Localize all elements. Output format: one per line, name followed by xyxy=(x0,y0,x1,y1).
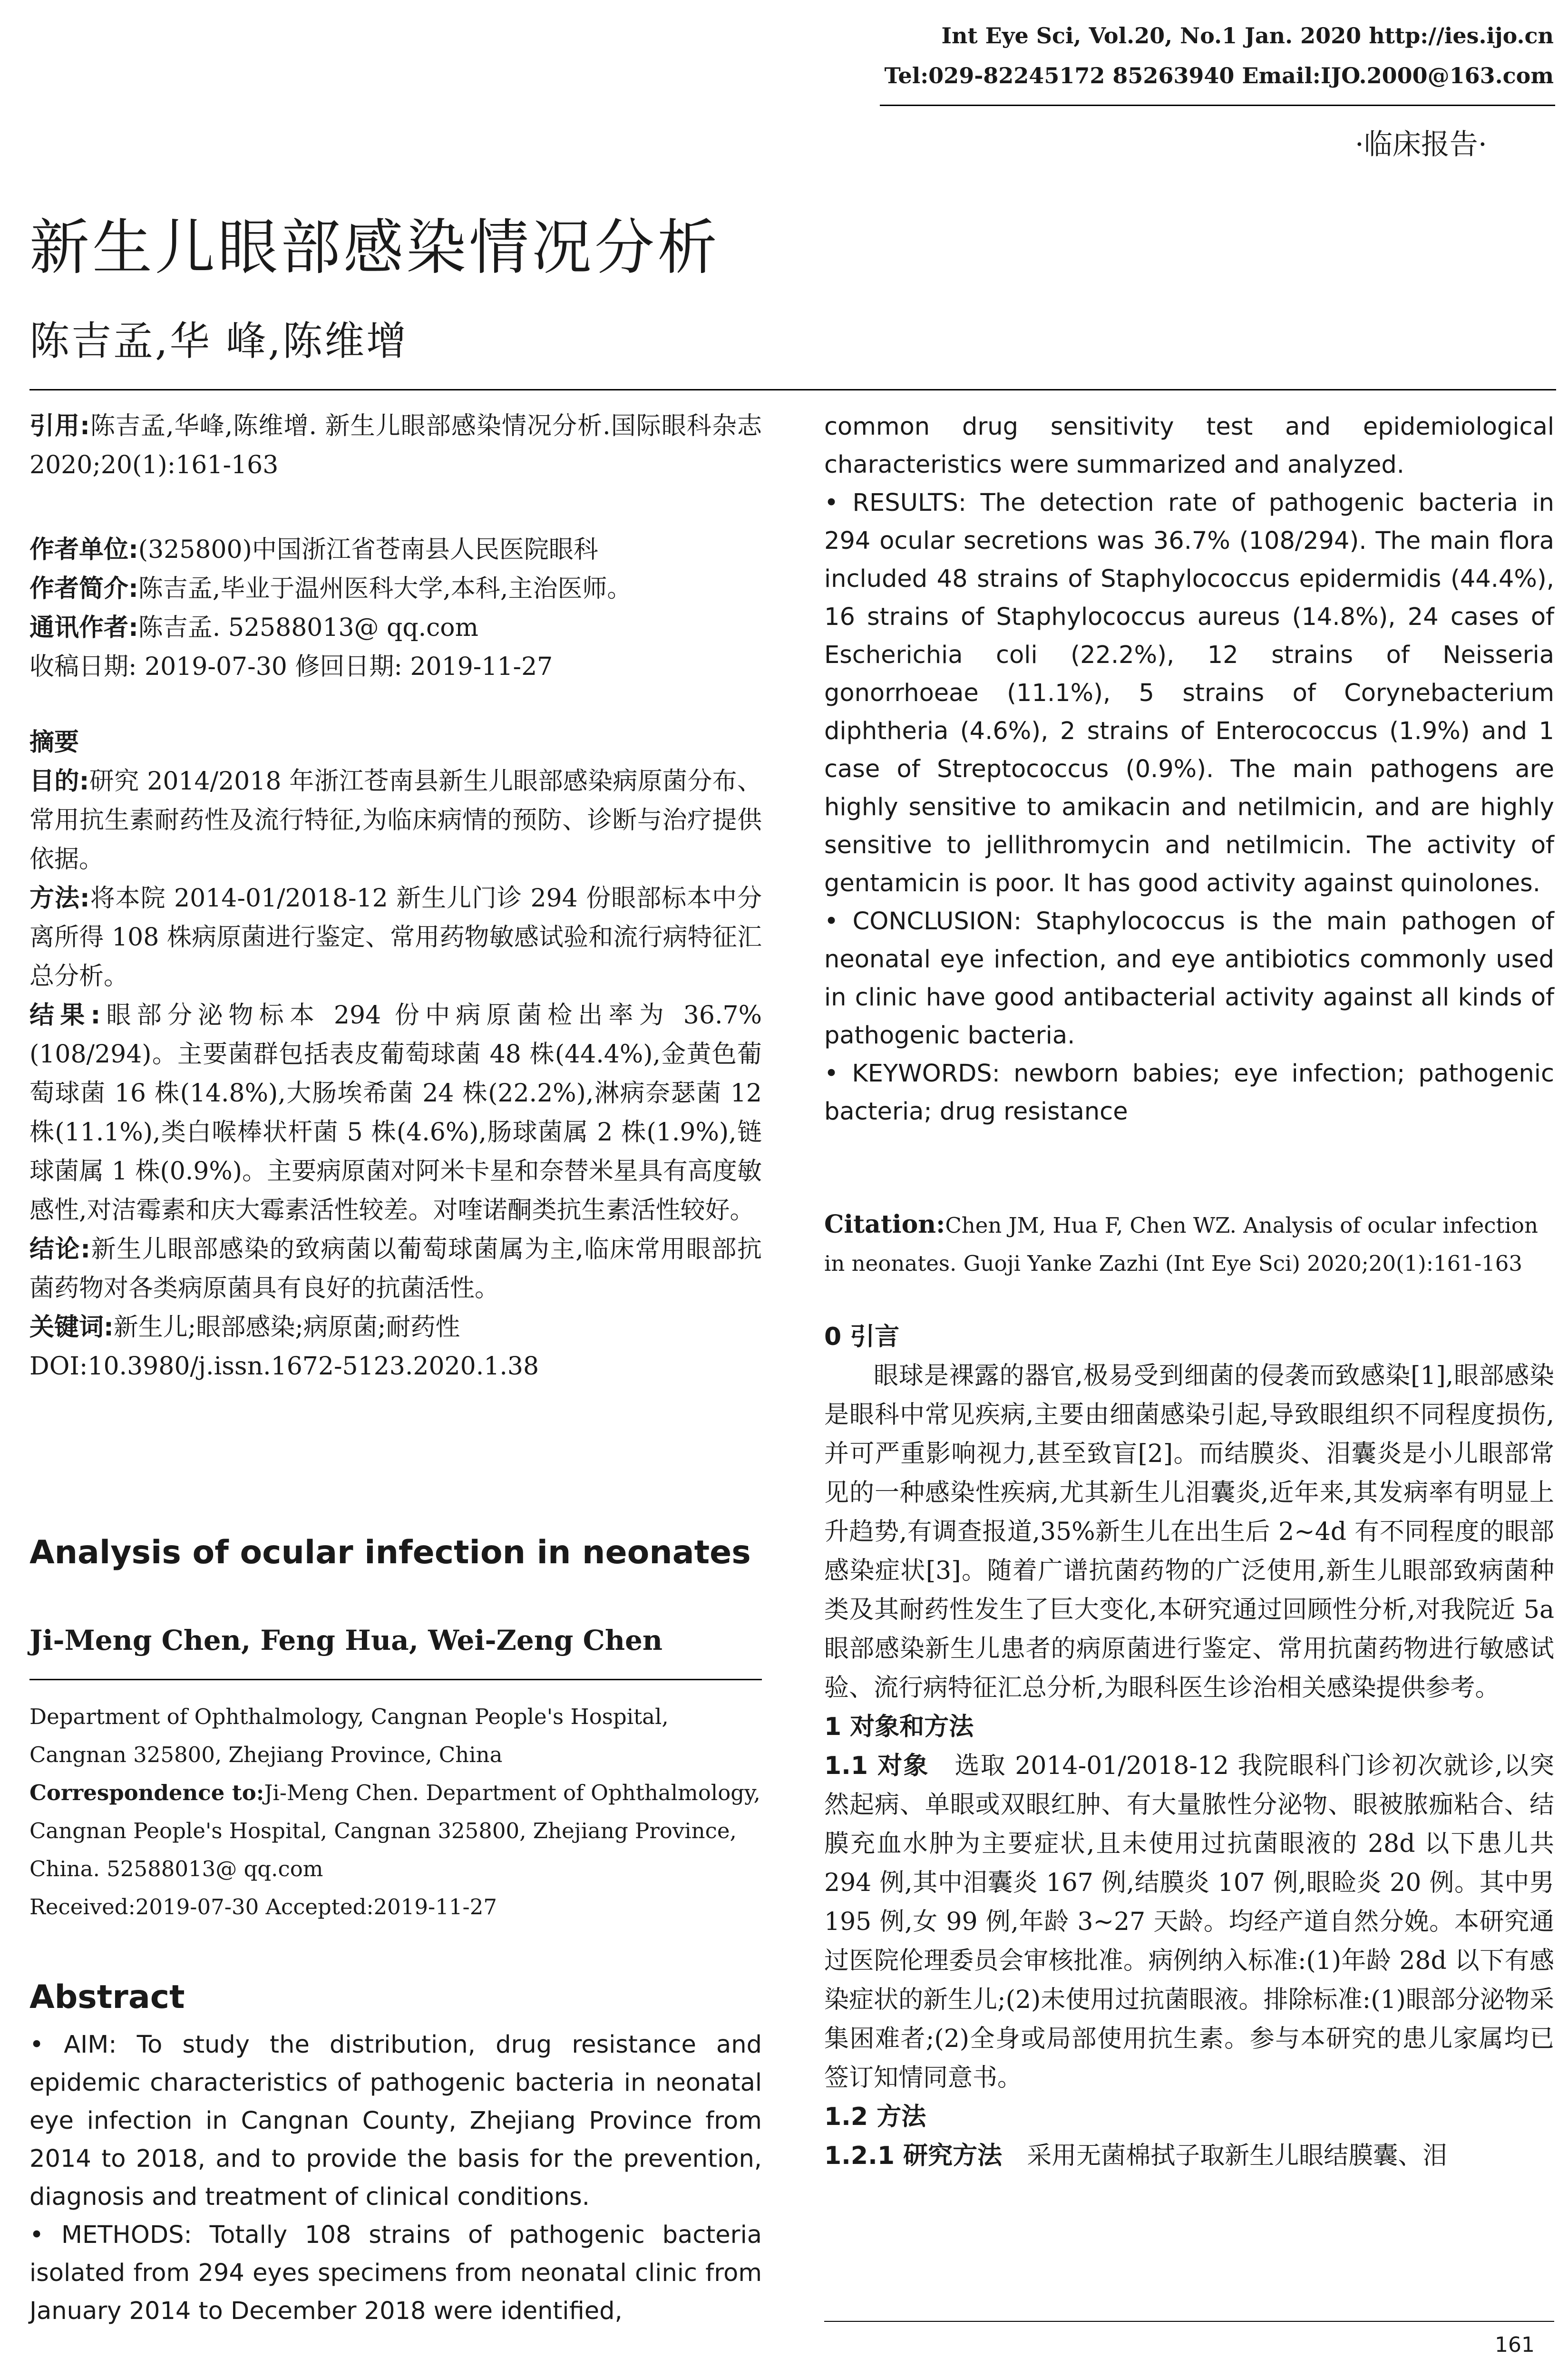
aim-label: 目的: xyxy=(29,767,89,796)
affiliation-text: (325800)中国浙江省苍南县人民医院眼科 xyxy=(138,536,598,564)
english-affiliation-block xyxy=(29,1698,762,1926)
english-abstract-heading: Abstract xyxy=(29,1978,185,2016)
section-1-2-heading: 1.2 方法 xyxy=(824,2103,926,2131)
english-citation-block xyxy=(824,1206,1554,1283)
english-citation-label: Citation: xyxy=(824,1210,945,1239)
citation-label: 引用: xyxy=(29,412,90,440)
section-1-2-1-label: 1.2.1 研究方法 xyxy=(824,2142,1003,2170)
article-authors: 陈吉孟,华 峰,陈维增 xyxy=(29,318,409,364)
introduction-heading: 0 引言 xyxy=(824,1323,900,1351)
methods-label: 方法: xyxy=(29,884,90,913)
section-1-2-1-text: 采用无菌棉拭子取新生儿眼结膜囊、泪 xyxy=(1027,2142,1448,2170)
english-affiliation: Department of Ophthalmology, Cangnan People's Hospital, Cangnan 325800, Zhejiang Province, China xyxy=(29,1704,669,1767)
introduction-section xyxy=(824,1317,1554,2175)
english-author-rule xyxy=(29,1679,762,1680)
correspondence-label: 通讯作者: xyxy=(29,614,138,642)
english-abstract-left xyxy=(29,2026,762,2330)
english-aim: • AIM: To study the distribution, drug resistance and epidemic characteristics of pathogenic bacteria in neonatal eye infection in Cangnan County, Zhejiang Province from 2014 to 2018, and to provide the basis for the prevention, diagnosis and treatment of clinical conditions. xyxy=(29,2026,762,2216)
author-info-block xyxy=(29,530,762,686)
bio-label: 作者简介: xyxy=(29,575,138,603)
title-rule xyxy=(29,389,1556,390)
english-title: Analysis of ocular infection in neonates xyxy=(29,1534,751,1571)
english-results: • RESULTS: The detection rate of pathogenic bacteria in 294 ocular secretions was 36.7% (108/294). The main flora included 48 strains of Staphylococcus epidermidis (44.4%), 16 strains of Staphylococcus aureus (14.8%), 24 cases of Escherichia coli (22.2%), 12 strains of Neisseria gonorrhoeae (11.1%), 5 strains of Corynebacterium diphtheria (4.6%), 2 strains of Enterococcus (1.9%) and 1 case of Streptococcus (0.9%). The main pathogens are highly sensitive to amikacin and netilmicin, and are highly sensitive to jellithromycin and netilmicin. The activity of gentamicin is poor. It has good activity against quinolones. xyxy=(824,484,1554,903)
english-correspondence-text: Ji-Meng Chen. Department of Ophthalmology, Cangnan People's Hospital, Cangnan 325800, Zhejiang Province, China. 52588013@ qq.com xyxy=(29,1780,760,1881)
correspondence-text: 陈吉孟. 52588013@ qq.com xyxy=(138,614,478,642)
keywords-text: 新生儿;眼部感染;病原菌;耐药性 xyxy=(113,1313,460,1342)
english-keywords: • KEYWORDS: newborn babies; eye infection; pathogenic bacteria; drug resistance xyxy=(824,1055,1554,1131)
header-rule xyxy=(880,105,1555,106)
english-citation-text: Chen JM, Hua F, Chen WZ. Analysis of ocular infection in neonates. Guoji Yanke Zazhi (Int Eye Sci) 2020;20(1):161-163 xyxy=(824,1213,1538,1276)
english-authors: Ji-Meng Chen, Feng Hua, Wei-Zeng Chen xyxy=(29,1624,663,1656)
english-conclusion: • CONCLUSION: Staphylococcus is the main pathogen of neonatal eye infection, and eye antibiotics commonly used in clinic have good antibacterial activity against all kinds of pathogenic bacteria. xyxy=(824,903,1554,1055)
conclusion-label: 结论: xyxy=(29,1235,91,1264)
section-1-1-label: 1.1 对象 xyxy=(824,1752,929,1780)
citation-block xyxy=(29,407,762,485)
keywords-label: 关键词: xyxy=(29,1313,114,1342)
english-dates: Received:2019-07-30 Accepted:2019-11-27 xyxy=(29,1894,497,1919)
page-number: 161 xyxy=(1495,2333,1535,2357)
aim-text: 研究 2014/2018 年浙江苍南县新生儿眼部感染病原菌分布、常用抗生素耐药性及流行特征,为临床病情的预防、诊断与治疗提供依据。 xyxy=(29,767,762,874)
received-dates: 收稿日期: 2019-07-30 修回日期: 2019-11-27 xyxy=(29,653,553,681)
english-methods-continued: common drug sensitivity test and epidemiological characteristics were summarized and analyzed. xyxy=(824,413,1554,479)
results-text: 眼部分泌物标本 294 份中病原菌检出率为 36.7%(108/294)。主要菌群包括表皮葡萄球菌 48 株(44.4%),金黄色葡萄球菌 16 株(14.8%),大肠埃希菌 24 株(22.2%),淋病奈瑟菌 12 株(11.1%),类白喉棒状杆菌 5 株(4.6%),肠球菌属 2 株(1.9%),链球菌属 1 株(0.9%)。主要病原菌对阿米卡星和奈替米星具有高度敏感性,对洁霉素和庆大霉素活性较差。对喹诺酮类抗生素活性较好。 xyxy=(29,1001,762,1225)
bio-text: 陈吉孟,毕业于温州医科大学,本科,主治医师。 xyxy=(138,575,632,603)
abstract-heading: 摘要 xyxy=(29,728,79,757)
affiliation-label: 作者单位: xyxy=(29,536,138,564)
results-label: 结果: xyxy=(29,1001,101,1030)
english-abstract-right xyxy=(824,408,1554,1131)
methods-text: 将本院 2014-01/2018-12 新生儿门诊 294 份眼部标本中分离所得 108 株病原菌进行鉴定、常用药物敏感试验和流行病特征汇总分析。 xyxy=(29,884,762,991)
introduction-paragraph: 眼球是裸露的器官,极易受到细菌的侵袭而致感染[1],眼部感染是眼科中常见疾病,主要由细菌感染引起,导致眼组织不同程度损伤,并可严重影响视力,甚至致盲[2]。而结膜炎、泪囊炎是小儿眼部常见的一种感染性疾病,尤其新生儿泪囊炎,近年来,其发病率有明显上升趋势,有调查报道,35%新生儿在出生后 2~4d 有不同程度的眼部感染症状[3]。随着广谱抗菌药物的广泛使用,新生儿眼部致病菌种类及其耐药性发生了巨大变化,本研究通过回顾性分析,对我院近 5a 眼部感染新生儿患者的病原菌进行鉴定、常用抗菌药物进行敏感试验、流行病特征汇总分析,为眼科医生诊治相关感染提供参考。 xyxy=(824,1362,1554,1702)
doi: DOI:10.3980/j.issn.1672-5123.2020.1.38 xyxy=(29,1352,539,1381)
section-label: ·临床报告· xyxy=(1354,128,1487,161)
conclusion-text: 新生儿眼部感染的致病菌以葡萄球菌属为主,临床常用眼部抗菌药物对各类病原菌具有良好的抗菌活性。 xyxy=(29,1235,762,1303)
section-1-1-text: 选取 2014-01/2018-12 我院眼科门诊初次就诊,以突然起病、单眼或双眼红肿、有大量脓性分泌物、眼被脓痂粘合、结膜充血水肿为主要症状,且未使用过抗菌眼液的 28d 以下患儿共 294 例,其中泪囊炎 167 例,结膜炎 107 例,眼睑炎 20 例。其中男 195 例,女 99 例,年龄 3~27 天龄。均经产道自然分娩。本研究通过医院伦理委员会审核批准。病例纳入标准:(1)年龄 28d 以下有感染症状的新生儿;(2)未使用过抗菌眼液。排除标准:(1)眼部分泌物采集困难者;(2)全身或局部使用抗生素。参与本研究的患儿家属均已签订知情同意书。 xyxy=(824,1752,1554,2092)
section-1-heading: 1 对象和方法 xyxy=(824,1713,974,1741)
journal-header-line: Int Eye Sci, Vol.20, No.1 Jan. 2020 http://ies.ijo.cn xyxy=(941,23,1554,49)
abstract-zh xyxy=(29,723,762,1386)
english-correspondence-label: Correspondence to: xyxy=(29,1780,264,1805)
footer-rule xyxy=(824,2321,1554,2322)
article-title: 新生儿眼部感染情况分析 xyxy=(29,213,720,283)
citation-text: 陈吉孟,华峰,陈维增. 新生儿眼部感染情况分析.国际眼科杂志 2020;20(1):161-163 xyxy=(29,412,762,479)
english-methods: • METHODS: Totally 108 strains of pathogenic bacteria isolated from 294 eyes specimens from neonatal clinic from January 2014 to December 2018 were identified, xyxy=(29,2216,762,2330)
contact-header-line: Tel:029-82245172 85263940 Email:IJO.2000@163.com xyxy=(884,63,1554,88)
